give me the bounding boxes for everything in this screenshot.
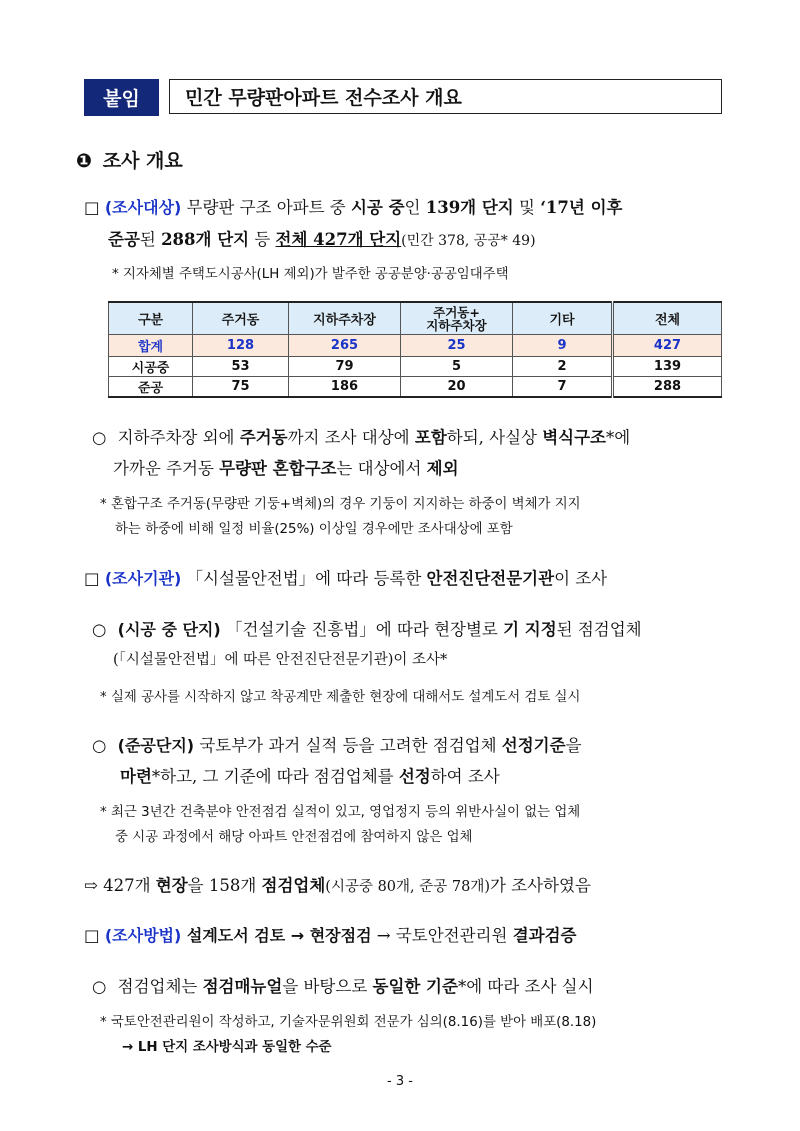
manual-note-2: → LH 단지 조사방식과 동일한 수준	[122, 1040, 332, 1055]
table-header-row: 구분 주거동 지하주차장 주거동+ 지하주차장 기타 전체	[109, 302, 722, 335]
completed-line-1: ○ (준공단지) 국토부가 과거 실적 등을 고려한 점검업체 선정기준을	[92, 736, 582, 755]
target-line-1: □ (조사대상) 무량판 구조 아파트 중 시공 중인 139개 단지 및 ‘17년 이후	[84, 198, 623, 217]
scope-line-1: ○ 지하주차장 외에 주거동까지 조사 대상에 포함하되, 사실상 벽식구조*에	[92, 428, 631, 447]
table-row: 시공중 53 79 5 2 139	[109, 357, 722, 377]
target-line-2: 준공된 288개 단지 등 전체 427개 단지(민간 378, 공공* 49)	[108, 230, 536, 249]
table-row: 준공 75 186 20 7 288	[109, 377, 722, 398]
completed-note-1: * 최근 3년간 건축분야 안전점검 실적이 있고, 영업정지 등의 위반사실이 없는 업체	[100, 805, 581, 820]
annex-title: 민간 무량판아파트 전수조사 개요	[169, 79, 722, 114]
page-number: - 3 -	[387, 1074, 413, 1089]
section-number: ❶	[76, 150, 93, 172]
section-title: 조사 개요	[102, 150, 183, 172]
annex-tag: 붙임	[84, 79, 159, 116]
scope-line-2: 가까운 주거동 무량판 혼합구조는 대상에서 제외	[113, 459, 459, 478]
scope-note-1: * 혼합구조 주거동(무량판 기둥+벽체)의 경우 기둥이 지지하는 하중이 벽체가 지지	[100, 497, 581, 512]
table-sum-row: 합계 128 265 25 9 427	[109, 335, 722, 357]
ongoing-line-2: (「시설물안전법」에 따른 안전진단전문기관)이 조사*	[113, 652, 448, 668]
agency-line: □ (조사기관) 「시설물안전법」에 따라 등록한 안전진단전문기관이 조사	[84, 569, 608, 588]
target-note: * 지자체별 주택도시공사(LH 제외)가 발주한 공공분양·공공임대주택	[112, 267, 509, 282]
scope-note-2: 하는 하중에 비해 일정 비율(25%) 이상일 경우에만 조사대상에 포함	[115, 522, 513, 537]
annex-header	[84, 79, 724, 116]
arrow-icon: ⇨	[84, 876, 98, 895]
method-line: □ (조사방법) 설계도서 검토 → 현장점검 → 국토안전관리원 결과검증	[84, 926, 577, 945]
manual-line: ○ 점검업체는 점검매뉴얼을 바탕으로 동일한 기준*에 따라 조사 실시	[92, 977, 594, 996]
section-heading	[76, 146, 183, 173]
manual-note-1: * 국토안전관리원이 작성하고, 기술자문위원회 전문가 심의(8.16)를 받아 배포(8.18)	[100, 1015, 597, 1030]
survey-table	[108, 301, 722, 398]
completed-note-2: 중 시공 과정에서 해당 아파트 안전점검에 참여하지 않은 업체	[115, 830, 473, 845]
ongoing-note: * 실제 공사를 시작하지 않고 착공계만 제출한 현장에 대해서도 설계도서 검토 실시	[100, 690, 581, 705]
result-line: ⇨ 427개 현장을 158개 점검업체(시공중 80개, 준공 78개)가 조사하였음	[84, 876, 591, 895]
completed-line-2: 마련*하고, 그 기준에 따라 점검업체를 선정하여 조사	[120, 767, 500, 786]
ongoing-line-1: ○ (시공 중 단지) 「건설기술 진흥법」에 따라 현장별로 기 지정된 점검업체	[92, 620, 642, 639]
